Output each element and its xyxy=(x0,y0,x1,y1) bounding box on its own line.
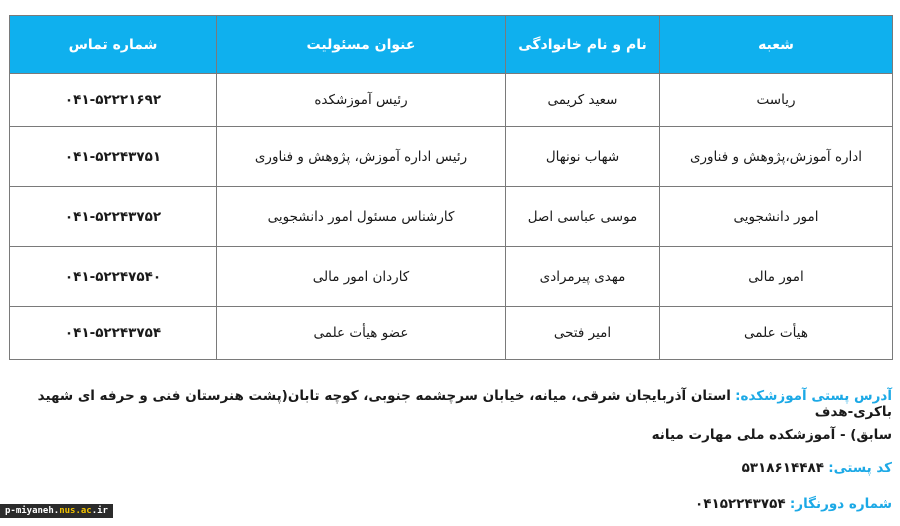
table-row xyxy=(10,307,893,360)
header-phone: شماره تماس xyxy=(10,16,217,74)
cell-phone: ۰۴۱-۵۲۲۲۱۶۹۲ xyxy=(10,74,217,127)
header-title: عنوان مسئولیت xyxy=(217,16,506,74)
cell-branch: امور مالی xyxy=(660,247,893,307)
table-header-row xyxy=(10,16,893,74)
contact-table-container xyxy=(9,15,892,360)
watermark-highlight: nus.ac xyxy=(59,506,92,516)
header-branch: شعبه xyxy=(660,16,893,74)
cell-name: شهاب نونهال xyxy=(506,127,660,187)
cell-name: مهدی پیرمرادی xyxy=(506,247,660,307)
cell-title: رئیس اداره آموزش، پژوهش و فناوری xyxy=(217,127,506,187)
postal-label: کد پستی: xyxy=(828,460,892,476)
site-watermark xyxy=(0,504,113,518)
address-text-2: سابق) - آموزشکده ملی مهارت میانه xyxy=(651,427,892,443)
cell-branch: هیأت علمی xyxy=(660,307,893,360)
cell-phone: ۰۴۱-۵۲۲۴۳۷۵۴ xyxy=(10,307,217,360)
cell-name: موسی عباسی اصل xyxy=(506,187,660,247)
address-line-1 xyxy=(12,388,892,420)
cell-name: سعید کریمی xyxy=(506,74,660,127)
postal-code-line xyxy=(12,460,892,476)
cell-phone: ۰۴۱-۵۲۲۴۷۵۴۰ xyxy=(10,247,217,307)
cell-name: امیر فتحی xyxy=(506,307,660,360)
header-name: نام و نام خانوادگی xyxy=(506,16,660,74)
watermark-prefix: p-miyaneh. xyxy=(5,506,60,516)
address-line-2 xyxy=(12,427,892,443)
table-row xyxy=(10,247,893,307)
cell-branch: امور دانشجویی xyxy=(660,187,893,247)
contact-table xyxy=(9,15,893,360)
cell-phone: ۰۴۱-۵۲۲۴۳۷۵۲ xyxy=(10,187,217,247)
address-label: آدرس پستی آموزشکده: xyxy=(735,388,892,404)
watermark-suffix: .ir xyxy=(91,506,108,516)
table-row xyxy=(10,187,893,247)
table-row xyxy=(10,127,893,187)
cell-phone: ۰۴۱-۵۲۲۴۳۷۵۱ xyxy=(10,127,217,187)
fax-line xyxy=(12,496,892,512)
cell-title: رئیس آموزشکده xyxy=(217,74,506,127)
cell-title: عضو هیأت علمی xyxy=(217,307,506,360)
table-row xyxy=(10,74,893,127)
cell-title: کارشناس مسئول امور دانشجویی xyxy=(217,187,506,247)
cell-branch: اداره آموزش،پژوهش و فناوری xyxy=(660,127,893,187)
fax-value: ۰۴۱۵۲۲۴۳۷۵۴ xyxy=(694,496,786,512)
postal-value: ۵۳۱۸۶۱۴۴۸۴ xyxy=(741,460,824,476)
address-text-1: استان آذربایجان شرقی، میانه، خیابان سرچشمه جنوبی، کوچه تابان(پشت هنرستان فنی و حرفه ای شهید باکری-هدف xyxy=(37,388,892,420)
fax-label: شماره دورنگار: xyxy=(789,496,892,512)
cell-title: کاردان امور مالی xyxy=(217,247,506,307)
cell-branch: ریاست xyxy=(660,74,893,127)
